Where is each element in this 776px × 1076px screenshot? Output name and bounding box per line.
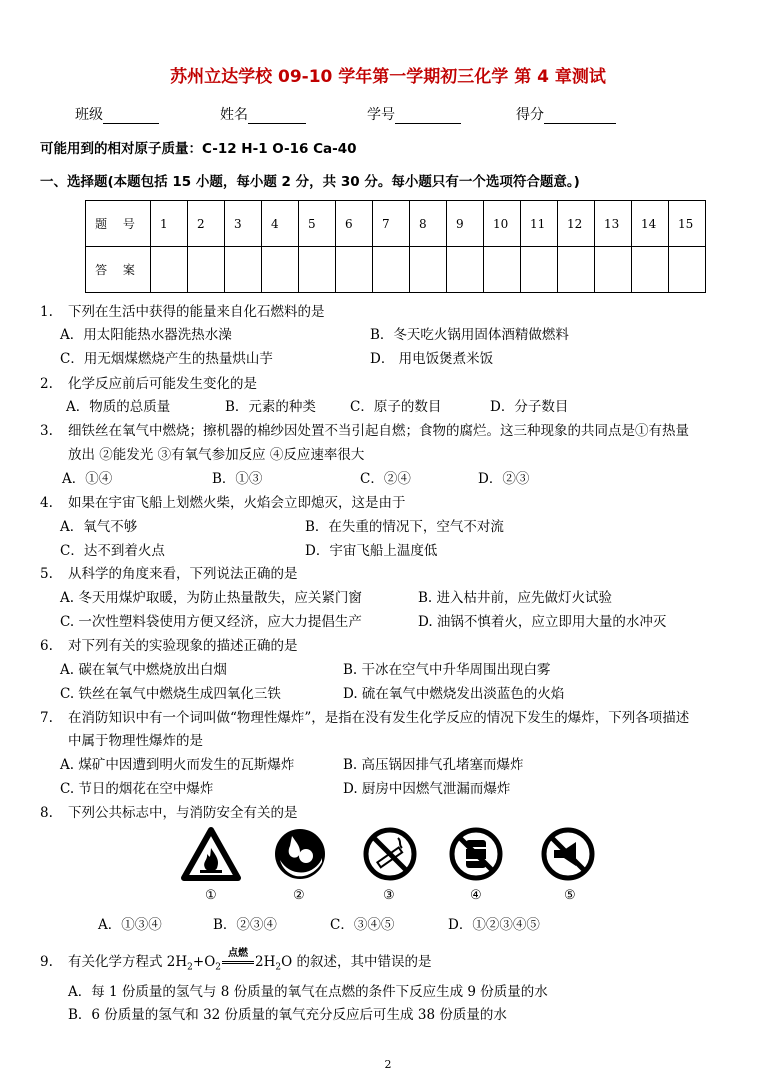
- question-text: 如果在宇宙飞船上划燃火柴，火焰会立即熄灭，这是由于: [68, 495, 406, 511]
- answer-cell[interactable]: [410, 247, 447, 293]
- id-blank[interactable]: [395, 109, 461, 124]
- score-label: 得分: [516, 107, 544, 123]
- number-cell: 10: [484, 201, 521, 247]
- no-smoking-icon: [362, 826, 418, 882]
- question-text: 对下列有关的实验现象的描述正确的是: [68, 638, 298, 654]
- question-9: 9. 有关化学方程式 $2H_2+O_2$ 点燃 $2H_2O$ 的叙述，其中错误的是: [40, 950, 431, 973]
- question-number: 9.: [40, 954, 53, 970]
- q1-option-c[interactable]: C．用无烟煤燃烧产生的热量烘山芋: [60, 351, 273, 367]
- question-7-continued: 中属于物理性爆炸的是: [68, 733, 203, 749]
- question-3-continued: 放出 ②能发光 ③有氧气参加反应 ④反应速率很大: [68, 447, 365, 463]
- answer-cell[interactable]: [558, 247, 595, 293]
- answer-table: [85, 200, 706, 293]
- answer-cell[interactable]: [262, 247, 299, 293]
- q4-option-b[interactable]: B．在失重的情况下，空气不对流: [305, 519, 504, 535]
- q7-option-c[interactable]: C. 节日的烟花在空中爆炸: [60, 781, 214, 797]
- answer-cell[interactable]: [373, 247, 410, 293]
- q2-option-a[interactable]: A．物质的总质量: [66, 399, 171, 415]
- question-text: 下列公共标志中，与消防安全有关的是: [68, 805, 298, 821]
- answer-cell[interactable]: [521, 247, 558, 293]
- atomic-masses: 可能用到的相对原子质量：C-12 H-1 O-16 Ca-40: [40, 141, 357, 157]
- number-cell: 14: [632, 201, 669, 247]
- number-cell: 7: [373, 201, 410, 247]
- answer-cell[interactable]: [151, 247, 188, 293]
- corrosive-sign-icon: [272, 826, 328, 882]
- number-cell: 5: [299, 201, 336, 247]
- number-cell: 13: [595, 201, 632, 247]
- question-number: 1.: [40, 304, 53, 320]
- question-text: 化学反应前后可能发生变化的是: [68, 376, 257, 392]
- answer-cell[interactable]: [299, 247, 336, 293]
- q7-option-d[interactable]: D. 厨房中因燃气泄漏而爆炸: [343, 781, 511, 797]
- flammable-warning-icon: [180, 826, 242, 882]
- question-4: [40, 491, 406, 511]
- question-number: 6.: [40, 638, 53, 654]
- question-8: [40, 801, 298, 821]
- score-field[interactable]: [516, 104, 616, 124]
- class-field[interactable]: [75, 104, 159, 124]
- id-label: 学号: [367, 107, 395, 123]
- q5-option-d[interactable]: D. 油锅不慎着火，应立即用大量的水冲灭: [418, 614, 667, 630]
- section1-heading: 一、选择题(本题包括 15 小题，每小题 2 分，共 30 分。每小题只有一个选项符合题意。): [40, 174, 580, 190]
- q1-option-b[interactable]: B．冬天吃火锅用固体酒精做燃料: [370, 327, 569, 343]
- question-number: 2.: [40, 376, 53, 392]
- row-label-number: 题 号: [86, 201, 151, 247]
- q8-option-c[interactable]: C．③④⑤: [330, 917, 395, 933]
- answer-cell[interactable]: [225, 247, 262, 293]
- q1-option-a[interactable]: A．用太阳能热水器洗热水澡: [60, 327, 232, 343]
- question-number: 8.: [40, 805, 53, 821]
- question-number: 7.: [40, 710, 53, 726]
- answer-table-number-row: [86, 201, 706, 247]
- number-cell: 3: [225, 201, 262, 247]
- student-id-field[interactable]: [367, 104, 461, 124]
- answer-cell[interactable]: [632, 247, 669, 293]
- question-2: [40, 372, 257, 392]
- question-text: 在消防知识中有一个词叫做“物理性爆炸”，是指在没有发生化学反应的情况下发生的爆炸，下列各项描述: [68, 710, 690, 726]
- number-cell: 4: [262, 201, 299, 247]
- q6-option-d[interactable]: D. 硫在氧气中燃烧发出淡蓝色的火焰: [343, 686, 565, 702]
- number-cell: 8: [410, 201, 447, 247]
- question-number: 3.: [40, 423, 53, 439]
- q1-option-d[interactable]: D． 用电饭煲煮米饭: [370, 351, 494, 367]
- number-cell: 2: [188, 201, 225, 247]
- class-blank[interactable]: [103, 109, 159, 124]
- page-title: 苏州立达学校 09-10 学年第一学期初三化学 第 4 章测试: [170, 67, 606, 87]
- name-field[interactable]: [220, 104, 306, 124]
- no-fireworks-barrel-icon: [448, 826, 504, 882]
- question-3: [40, 419, 689, 439]
- number-cell: 6: [336, 201, 373, 247]
- number-cell: 12: [558, 201, 595, 247]
- q5-option-a[interactable]: A. 冬天用煤炉取暖，为防止热量散失，应关紧门窗: [60, 590, 362, 606]
- name-blank[interactable]: [248, 109, 306, 124]
- answer-cell[interactable]: [188, 247, 225, 293]
- q8-option-d[interactable]: D．①②③④⑤: [448, 917, 540, 933]
- row-label-answer: 答 案: [86, 247, 151, 293]
- equation-prefix: 有关化学方程式 2H: [68, 954, 188, 970]
- question-1: [40, 300, 325, 320]
- q2-option-d[interactable]: D．分子数目: [490, 399, 569, 415]
- q5-option-c[interactable]: C. 一次性塑料袋使用方便又经济，应大力提倡生产: [60, 614, 362, 630]
- q9-option-b[interactable]: B．6 份质量的氢气和 32 份质量的氧气充分反应后可生成 38 份质量的水: [68, 1007, 507, 1023]
- q8-option-a[interactable]: A．①③④: [98, 917, 162, 933]
- q6-option-c[interactable]: C. 铁丝在氧气中燃烧生成四氧化三铁: [60, 686, 281, 702]
- question-text: 从科学的角度来看，下列说法正确的是: [68, 566, 298, 582]
- page-number: 2: [384, 1058, 392, 1071]
- number-cell: 15: [669, 201, 706, 247]
- q3-option-a[interactable]: A．①④: [62, 471, 113, 487]
- number-cell: 11: [521, 201, 558, 247]
- no-horn-icon: [540, 826, 596, 882]
- q6-option-b[interactable]: B. 干冰在空气中升华周围出现白雾: [343, 662, 551, 678]
- answer-table-answer-row: [86, 247, 706, 293]
- answer-cell[interactable]: [336, 247, 373, 293]
- question-6: [40, 634, 298, 654]
- answer-cell[interactable]: [484, 247, 521, 293]
- q6-option-a[interactable]: A. 碳在氧气中燃烧放出白烟: [60, 662, 227, 678]
- q3-option-b[interactable]: B．①③: [212, 471, 263, 487]
- score-blank[interactable]: [544, 109, 616, 124]
- number-cell: 9: [447, 201, 484, 247]
- condition-label: 点燃: [228, 948, 249, 959]
- sign-label-5: ⑤: [564, 888, 576, 903]
- name-label: 姓名: [220, 107, 248, 123]
- reaction-condition: [221, 948, 255, 970]
- q7-option-a[interactable]: A. 煤矿中因遭到明火而发生的瓦斯爆炸: [60, 757, 295, 773]
- sign-label-1: ①: [205, 888, 217, 903]
- q8-option-b[interactable]: B．②③④: [213, 917, 277, 933]
- sign-label-3: ③: [383, 888, 395, 903]
- question-text: 下列在生活中获得的能量来自化石燃料的是: [68, 304, 325, 320]
- number-cell: 1: [151, 201, 188, 247]
- q3-option-c[interactable]: C．②④: [360, 471, 411, 487]
- q4-option-c[interactable]: C．达不到着火点: [60, 543, 165, 559]
- question-7: [40, 706, 689, 726]
- q4-option-d[interactable]: D．宇宙飞船上温度低: [305, 543, 438, 559]
- q7-option-b[interactable]: B. 高压锅因排气孔堵塞而爆炸: [343, 757, 524, 773]
- sign-label-4: ④: [470, 888, 482, 903]
- answer-cell[interactable]: [669, 247, 706, 293]
- q9-option-a[interactable]: A．每 1 份质量的氢气与 8 份质量的氧气在点燃的条件下反应生成 9 份质量的水: [68, 984, 548, 1000]
- q4-option-a[interactable]: A．氧气不够: [60, 519, 138, 535]
- q2-option-b[interactable]: B．元素的种类: [225, 399, 316, 415]
- class-label: 班级: [75, 107, 103, 123]
- answer-cell[interactable]: [595, 247, 632, 293]
- equation-suffix: 的叙述，其中错误的是: [296, 954, 432, 970]
- q2-option-c[interactable]: C．原子的数目: [350, 399, 442, 415]
- q3-option-d[interactable]: D．②③: [478, 471, 530, 487]
- question-number: 5.: [40, 566, 53, 582]
- question-5: [40, 562, 298, 582]
- q5-option-b[interactable]: B. 进入枯井前，应先做灯火试验: [418, 590, 613, 606]
- answer-cell[interactable]: [447, 247, 484, 293]
- question-number: 4.: [40, 495, 53, 511]
- sign-label-2: ②: [293, 888, 305, 903]
- question-text: 细铁丝在氧气中燃烧；擦机器的棉纱因处置不当引起自燃；食物的腐烂。这三种现象的共同点是①有热量: [68, 423, 689, 439]
